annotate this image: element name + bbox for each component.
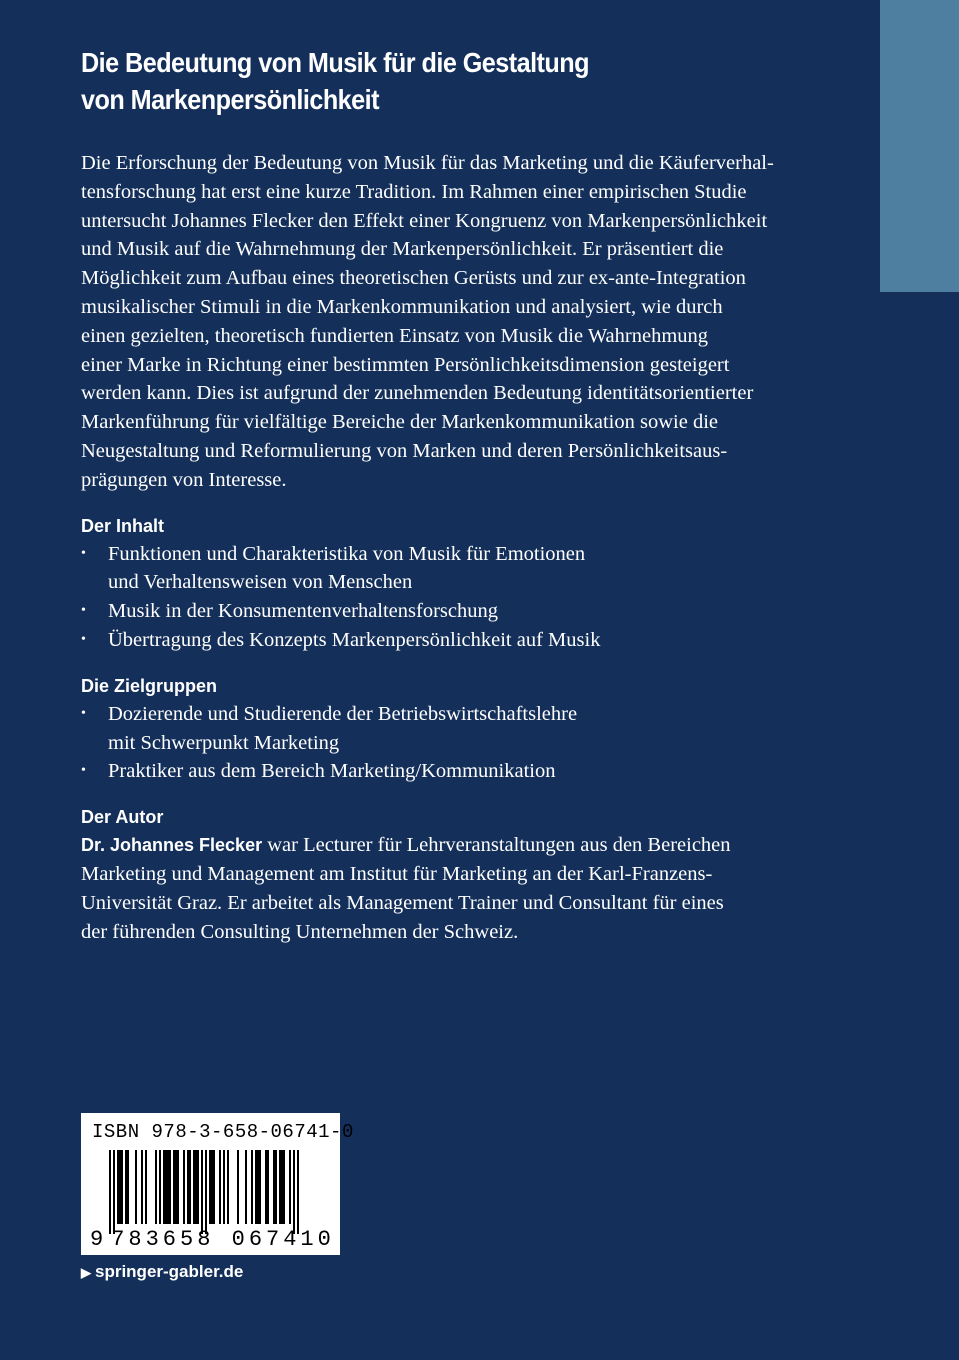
barcode-bar <box>175 1150 177 1224</box>
book-title <box>81 44 765 118</box>
barcode-bar <box>127 1150 129 1224</box>
bullet-icon: • <box>81 603 86 619</box>
barcode-bar <box>297 1150 299 1234</box>
author-line: der führenden Consulting Unternehmen der Schweiz. <box>81 920 519 943</box>
barcode-bar <box>159 1150 161 1224</box>
barcode-bar <box>255 1150 257 1224</box>
bullet-icon: • <box>81 763 86 779</box>
barcode-bar <box>197 1150 199 1224</box>
inhalt-list <box>81 540 801 655</box>
isbn-barcode <box>81 1113 354 1255</box>
barcode-bar <box>237 1150 239 1224</box>
author-paragraph <box>81 831 801 946</box>
barcode-bar <box>113 1150 115 1234</box>
barcode-bar <box>265 1150 267 1224</box>
barcode-bar <box>205 1150 207 1234</box>
barcode-bar <box>219 1150 221 1224</box>
intro-line: Möglichkeit zum Aufbau eines theoretischen Gerüsts und zur ex-ante-Integration <box>81 267 746 290</box>
barcode-bar <box>195 1150 197 1224</box>
barcode-bar <box>279 1150 281 1224</box>
intro-line: Neugestaltung und Reformulierung von Marken und deren Persönlichkeitsaus- <box>81 439 728 462</box>
list-item: • Übertragung des Konzepts Markenpersönlichkeit auf Musik <box>81 626 801 655</box>
barcode-bar <box>275 1150 277 1224</box>
intro-line: einer Marke in Richtung einer bestimmten Persönlichkeitsdimension gesteigert <box>81 353 730 376</box>
barcode-bar <box>119 1150 121 1224</box>
intro-line: untersucht Johannes Flecker den Effekt einer Kongruenz von Markenpersönlichkeit <box>81 209 768 232</box>
list-item: • Praktiker aus dem Bereich Marketing/Kommunikation <box>81 757 801 786</box>
title-line-1: Die Bedeutung von Musik für die Gestaltung <box>81 47 589 78</box>
barcode-bar <box>163 1150 165 1224</box>
publisher-link[interactable]: ▶ springer-gabler.de <box>81 1262 244 1281</box>
barcode-bar <box>193 1150 195 1224</box>
barcode-bar <box>141 1150 143 1224</box>
barcode-bar <box>167 1150 169 1224</box>
barcode-bar <box>283 1150 285 1224</box>
barcode-bar <box>169 1150 171 1224</box>
bullet-icon: • <box>81 705 86 721</box>
intro-line: Die Erforschung der Bedeutung von Musik für das Marketing und die Käuferverhal- <box>81 152 774 174</box>
barcode-bar <box>155 1150 157 1224</box>
bullet-icon: • <box>81 631 86 647</box>
section-heading-inhalt: Der Inhalt <box>81 515 165 536</box>
barcode-bar <box>213 1150 215 1224</box>
author-line: Marketing und Management am Institut für Marketing an der Karl-Franzens- <box>81 862 713 885</box>
intro-paragraph <box>81 149 801 495</box>
intro-line: tensforschung hat erst eine kurze Tradition. Im Rahmen einer empirischen Studie <box>81 180 747 203</box>
intro-line: Markenführung für vielfältige Bereiche der Markenkommunikation sowie die <box>81 411 719 434</box>
barcode-bar <box>293 1150 295 1234</box>
triangle-right-icon: ▶ <box>81 1265 91 1280</box>
barcode-bar <box>135 1150 137 1224</box>
title-line-2: von Markenpersönlichkeit <box>81 84 379 115</box>
list-item: • Funktionen und Charakteristika von Musik für Emotionen und Verhaltensweisen von Menschen <box>81 540 801 598</box>
intro-line: einen gezielten, theoretisch fundierten Einsatz von Musik die Wahrnehmung <box>81 324 709 347</box>
barcode-bar <box>145 1150 147 1224</box>
list-item: • Dozierende und Studierende der Betriebswirtschaftslehre mit Schwerpunkt Marketing <box>81 700 801 758</box>
barcode-bar <box>117 1150 119 1224</box>
barcode-bar <box>165 1150 167 1224</box>
barcode-bar <box>273 1150 275 1224</box>
section-heading-zielgruppen: Die Zielgruppen <box>81 675 218 696</box>
barcode-bar <box>125 1150 127 1224</box>
intro-line: musikalischer Stimuli in die Markenkommunikation und analysiert, wie durch <box>81 295 723 318</box>
zielgruppen-list <box>81 700 801 786</box>
barcode-bar <box>177 1150 179 1224</box>
isbn-text: ISBN 978-3-658-06741-0 <box>92 1121 354 1143</box>
barcode-bar <box>267 1150 269 1224</box>
list-item: • Musik in der Konsumentenverhaltensforschung <box>81 597 801 626</box>
author-line: war Lecturer für Lehrveranstaltungen aus den Bereichen <box>262 834 731 857</box>
barcode-bar <box>223 1150 225 1224</box>
back-cover-text <box>81 149 801 946</box>
barcode-bar <box>121 1150 123 1224</box>
barcode-bar <box>227 1150 229 1224</box>
barcode-bar <box>173 1150 175 1224</box>
intro-line: prägungen von Interesse. <box>81 468 287 491</box>
barcode-bar <box>189 1150 191 1224</box>
barcode-bar <box>257 1150 259 1224</box>
barcode-bars <box>109 1150 329 1234</box>
barcode-bar <box>245 1150 247 1224</box>
intro-line: und Musik auf die Wahrnehmung der Markenpersönlichkeit. Er präsentiert die <box>81 238 724 261</box>
ean-digits: 9 783658 067410 <box>90 1227 335 1252</box>
bullet-icon: • <box>81 545 86 561</box>
author-line: Universität Graz. Er arbeitet als Management Trainer und Consultant für eines <box>81 891 724 914</box>
accent-tab <box>880 0 959 292</box>
barcode-bar <box>201 1150 203 1234</box>
barcode-bar <box>289 1150 291 1224</box>
barcode-bar <box>281 1150 283 1224</box>
barcode-bar <box>211 1150 213 1224</box>
barcode-bar <box>209 1150 211 1224</box>
intro-line: werden kann. Dies ist aufgrund der zunehmenden Bedeutung identitätsorientierter <box>81 382 754 405</box>
barcode-bar <box>259 1150 261 1224</box>
barcode-bar <box>187 1150 189 1224</box>
barcode-bar <box>109 1150 111 1234</box>
section-heading-autor: Der Autor <box>81 807 164 828</box>
author-name: Dr. Johannes Flecker <box>81 835 263 856</box>
barcode-bar <box>183 1150 185 1224</box>
barcode-bar <box>251 1150 253 1224</box>
